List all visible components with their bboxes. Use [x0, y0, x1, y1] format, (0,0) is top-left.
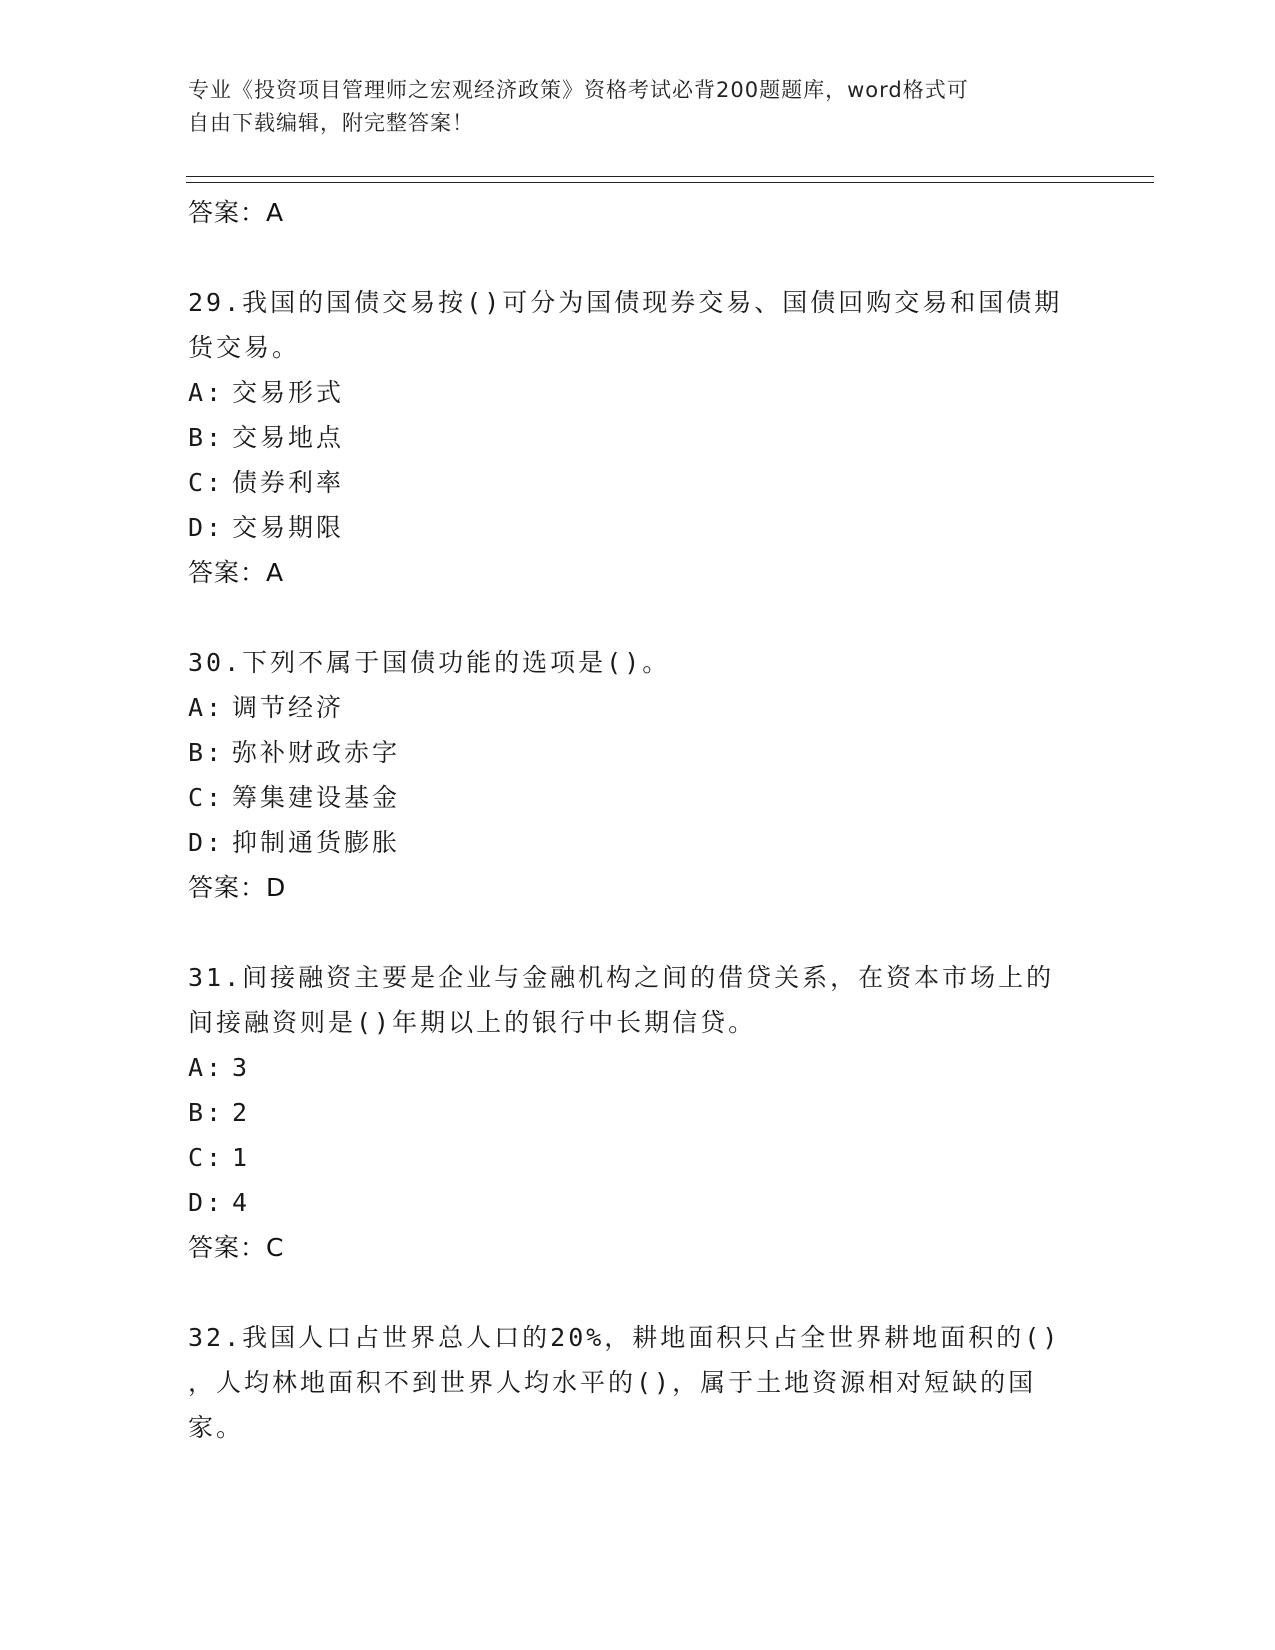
option-d [188, 820, 1088, 865]
option-b [188, 1090, 1088, 1135]
option-b [188, 730, 1088, 775]
option-d [188, 1180, 1088, 1225]
header-line-2: 自由下载编辑，附完整答案！ [188, 111, 474, 135]
option-a [188, 370, 1088, 415]
answer-line: 答案：A [188, 198, 285, 227]
option-text: 调节经济 [232, 693, 345, 722]
option-text: 债券利率 [232, 468, 345, 497]
question-stem [188, 955, 1088, 1045]
option-c [188, 460, 1088, 505]
option-text: 抑制通货膨胀 [232, 828, 401, 857]
question-31 [188, 955, 1088, 1271]
option-letter: B: [188, 423, 225, 452]
option-letter: B: [188, 1098, 225, 1127]
option-text: 1 [232, 1143, 251, 1172]
question-stem [188, 640, 1088, 685]
question-stem-line: 31.间接融资主要是企业与金融机构之间的借贷关系，在资本市场上的 [188, 963, 1055, 992]
question-29 [188, 280, 1088, 596]
question-stem-line: 32.我国人口占世界总人口的20%，耕地面积只占全世界耕地面积的() [188, 1323, 1061, 1352]
question-stem-line: 货交易。 [188, 333, 301, 362]
option-c [188, 775, 1088, 820]
option-b [188, 415, 1088, 460]
option-text: 4 [232, 1188, 251, 1217]
option-a [188, 685, 1088, 730]
question-stem [188, 1315, 1088, 1450]
question-30 [188, 640, 1088, 911]
question-stem-line: 间接融资则是()年期以上的银行中长期信贷。 [188, 1008, 757, 1037]
question-32 [188, 1315, 1088, 1450]
option-c [188, 1135, 1088, 1180]
option-letter: C: [188, 783, 225, 812]
option-letter: A: [188, 693, 225, 722]
question-stem-line: 29.我国的国债交易按()可分为国债现券交易、国债回购交易和国债期 [188, 288, 1063, 317]
option-letter: A: [188, 378, 225, 407]
question-list [188, 190, 1088, 1450]
answer-line: 答案：A [188, 558, 285, 587]
option-text: 筹集建设基金 [232, 783, 401, 812]
option-text: 3 [232, 1053, 251, 1082]
option-letter: D: [188, 1188, 225, 1217]
option-text: 2 [232, 1098, 251, 1127]
question-stem [188, 280, 1088, 370]
answer-line: 答案：C [188, 1233, 285, 1262]
option-letter: A: [188, 1053, 225, 1082]
option-d [188, 505, 1088, 550]
option-letter: D: [188, 828, 225, 857]
option-text: 弥补财政赤字 [232, 738, 401, 767]
option-text: 交易形式 [232, 378, 345, 407]
question-stem-line: 30.下列不属于国债功能的选项是()。 [188, 648, 671, 677]
answer-line: 答案：D [188, 873, 287, 902]
option-letter: B: [188, 738, 225, 767]
option-text: 交易期限 [232, 513, 345, 542]
option-letter: C: [188, 1143, 225, 1172]
option-a [188, 1045, 1088, 1090]
header-line-1: 专业《投资项目管理师之宏观经济政策》资格考试必背200题题库，word格式可 [188, 78, 969, 102]
option-letter: C: [188, 468, 225, 497]
option-text: 交易地点 [232, 423, 345, 452]
document-header [188, 74, 1068, 140]
option-letter: D: [188, 513, 225, 542]
header-divider-top [186, 176, 1154, 177]
question-stem-line: ，人均林地面积不到世界人均水平的()，属于土地资源相对短缺的国 [188, 1368, 1037, 1397]
header-divider-bottom [186, 182, 1154, 183]
question-stem-line: 家。 [188, 1413, 245, 1442]
